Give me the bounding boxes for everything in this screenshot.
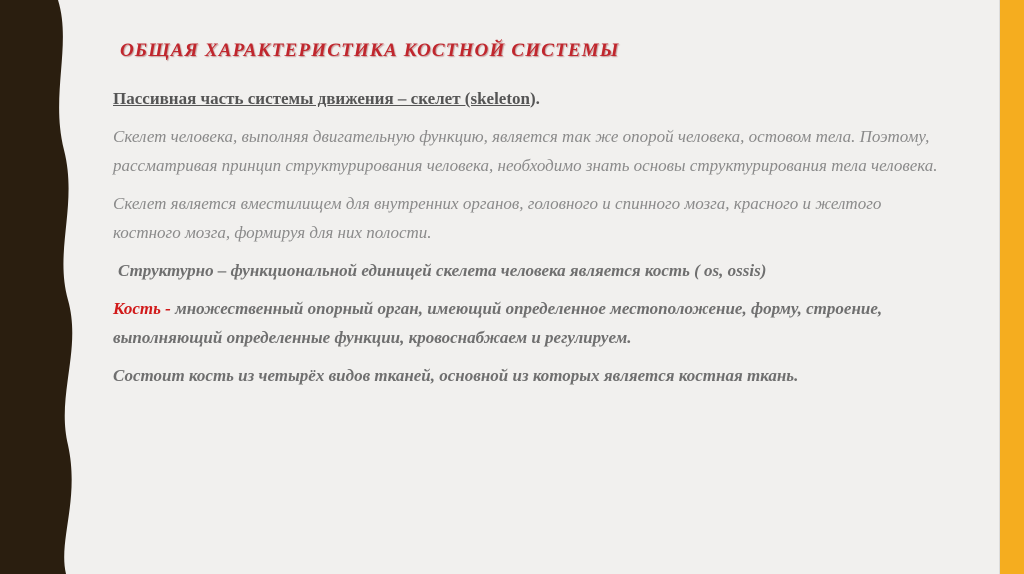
- slide-content: [113, 84, 943, 399]
- intro-underlined-text: Пассивная часть системы движения – скелет (skeleton: [113, 89, 530, 108]
- left-wavy-border: [0, 0, 80, 574]
- definition-term: Кость: [113, 299, 161, 318]
- intro-line: [113, 84, 943, 113]
- definition-text: множественный опорный орган, имеющий определенное местоположение, форму, строение, выполняющий определенные функции, кровоснабжаем и регулируем.: [113, 299, 883, 347]
- right-accent-bar: [1000, 0, 1024, 574]
- paragraph-bone-tissues: Состоит кость из четырёх видов тканей, основной из которых является костная ткань.: [113, 366, 799, 385]
- slide-title: ОБЩАЯ ХАРАКТЕРИСТИКА КОСТНОЙ СИСТЕМЫ: [120, 40, 620, 61]
- paragraph-skeleton-function: Скелет человека, выполняя двигательную функцию, является так же опорой человека, остовом тела. Поэтому, рассматривая принцип структурирования человека, необходимо знать основы структурирования тела человека.: [113, 127, 938, 175]
- bone-definition: [113, 294, 943, 352]
- definition-dash: -: [160, 299, 171, 318]
- paragraph-skeleton-container: Скелет является вместилищем для внутренних органов, головного и спинного мозга, красного и желтого костного мозга, формируя для них полости.: [113, 194, 882, 242]
- paragraph-structural-unit: Структурно – функциональной единицей скелета человека является кость ( os, ossis): [118, 261, 767, 280]
- intro-tail: ).: [529, 89, 540, 108]
